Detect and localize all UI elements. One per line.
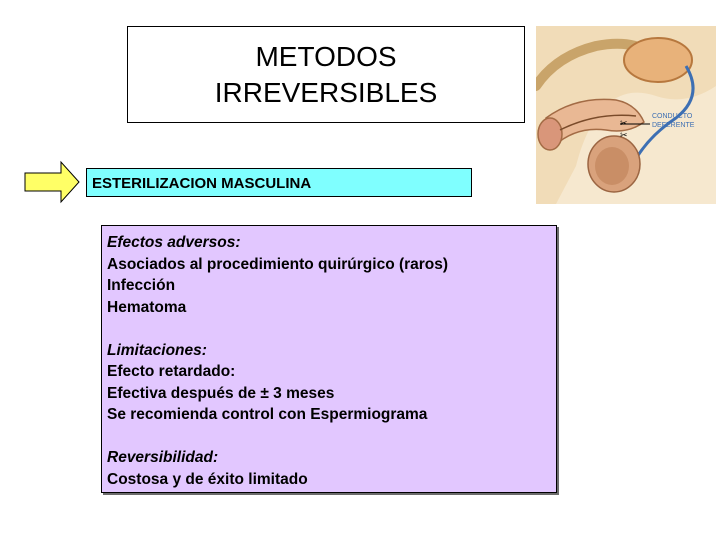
content-panel: [101, 225, 557, 493]
scissors-icon: ✂: [620, 119, 628, 129]
illustration-label-line-1: CONDUCTO: [652, 113, 693, 120]
slide-title-line-2: IRREVERSIBLES: [214, 76, 438, 108]
list-item: Asociados al procedimiento quirúrgico (raros): [107, 255, 449, 273]
limitations-heading: Limitaciones:: [107, 341, 207, 359]
slide-title: [127, 26, 525, 123]
adverse-effects-heading: Efectos adversos:: [107, 234, 241, 251]
scissors-icon: ✂: [620, 131, 628, 141]
illustration-label-line-2: DEFERENTE: [652, 122, 695, 129]
list-item: Hematoma: [107, 298, 187, 316]
arrow-right-icon: [24, 160, 80, 204]
list-item: Infección: [107, 277, 176, 294]
list-item: Efecto retardado:: [107, 363, 236, 380]
slide-title-line-1: METODOS: [255, 40, 397, 72]
list-item: Se recomienda control con Espermiograma: [107, 406, 428, 423]
list-item: Costosa y de éxito limitado: [107, 470, 308, 488]
anatomy-illustration: [536, 26, 716, 204]
list-item: Efectiva después de ± 3 meses: [107, 384, 335, 402]
section-heading-bar: ESTERILIZACION MASCULINA: [86, 168, 472, 197]
reversibility-heading: Reversibilidad:: [107, 449, 219, 466]
